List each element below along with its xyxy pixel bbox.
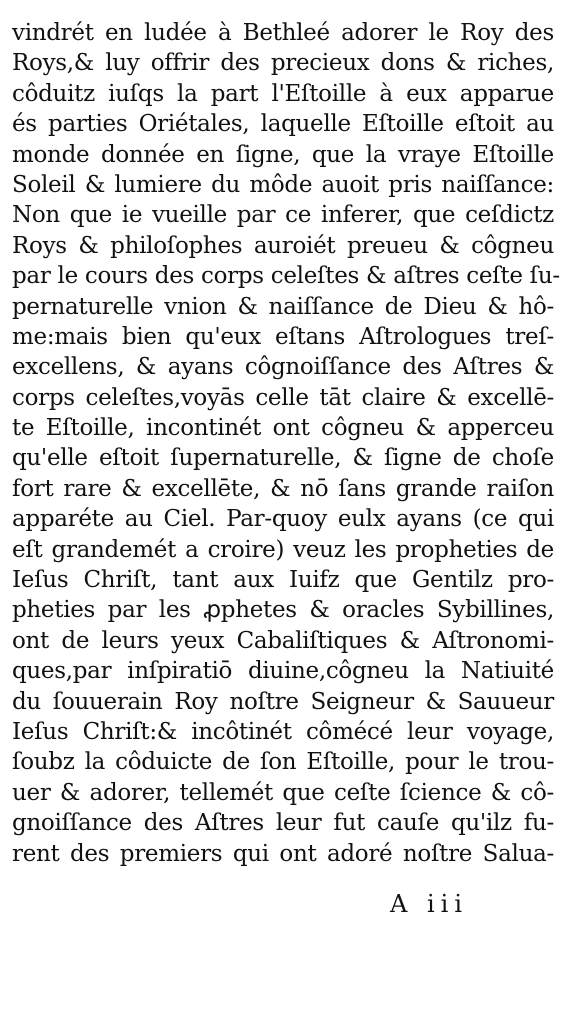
body-text [12, 18, 560, 869]
text-line: vindrét en ludée à Bethleé adorer le Roy des [12, 20, 554, 46]
text-line: Non que ie vueille par ce inferer, que ceſdictz [12, 202, 554, 229]
text-line: qu'elle eſtoit ſupernaturelle, & ſigne de choſe [12, 445, 554, 472]
text-line: pheties par les ꝓphetes & oracles Sybillines, [12, 597, 554, 624]
signature-mark: A iii [390, 890, 468, 918]
text-line: fort rare & excellēte, & nō ſans grande raiſon [12, 475, 554, 502]
text-line: Soleil & lumiere du môde auoit pris naiſſance: [12, 171, 554, 198]
text-line: monde donnée en ſigne, que la vraye Eſtoille [12, 141, 554, 168]
text-line: Ieſus Chriſt, tant aux Iuifz que Gentilz pro- [12, 567, 554, 594]
text-line: me:mais bien qu'eux eſtans Aſtrologues treſ- [12, 323, 554, 350]
text-line: gnoiſſance des Aſtres leur fut cauſe qu'ilz fu- [12, 810, 554, 837]
text-line: du ſouuerain Roy noſtre Seigneur & Sauueur [12, 688, 554, 715]
text-line: par le cours des corps celeſtes & aſtres ceſte ſu- [12, 263, 560, 290]
text-line: rent des premiers qui ont adoré noſtre Salua- [12, 840, 554, 867]
text-line: ſoubz la côduicte de ſon Eſtoille, pour le trou- [12, 749, 554, 776]
text-line: ont de leurs yeux Cabaliſtiques & Aſtronomi- [12, 627, 554, 654]
text-line: Roys & philoſophes auroiét preueu & côgneu [12, 232, 554, 259]
text-line: excellens, & ayans côgnoiſſance des Aſtres & [12, 354, 554, 381]
text-line: corps celeſtes,voyās celle tāt claire & excellē- [12, 384, 554, 411]
text-line: côduitz iuſqs la part l'Eſtoille à eux apparue [12, 80, 554, 107]
text-line: Ieſus Chriſt:& incôtinét cômécé leur voyage, [12, 718, 554, 745]
text-line: Roys,& luy offrir des precieux dons & riches, [12, 50, 554, 77]
text-line: apparéte au Ciel. Par-quoy eulx ayans (ce qui [12, 506, 554, 533]
text-line: pernaturelle vnion & naiſſance de Dieu & hô- [12, 293, 554, 320]
text-line: ques,par inſpiratiō diuine,côgneu la Natiuité [12, 658, 554, 685]
text-line: és parties Oriétales, laquelle Eſtoille eſtoit au [12, 111, 554, 138]
text-line: eſt grandemét a croire) veuz les propheties de [12, 536, 554, 563]
text-line: uer & adorer, tellemét que ceſte ſcience & cô- [12, 779, 554, 806]
text-line: te Eſtoille, incontinét ont côgneu & apperceu [12, 415, 554, 442]
